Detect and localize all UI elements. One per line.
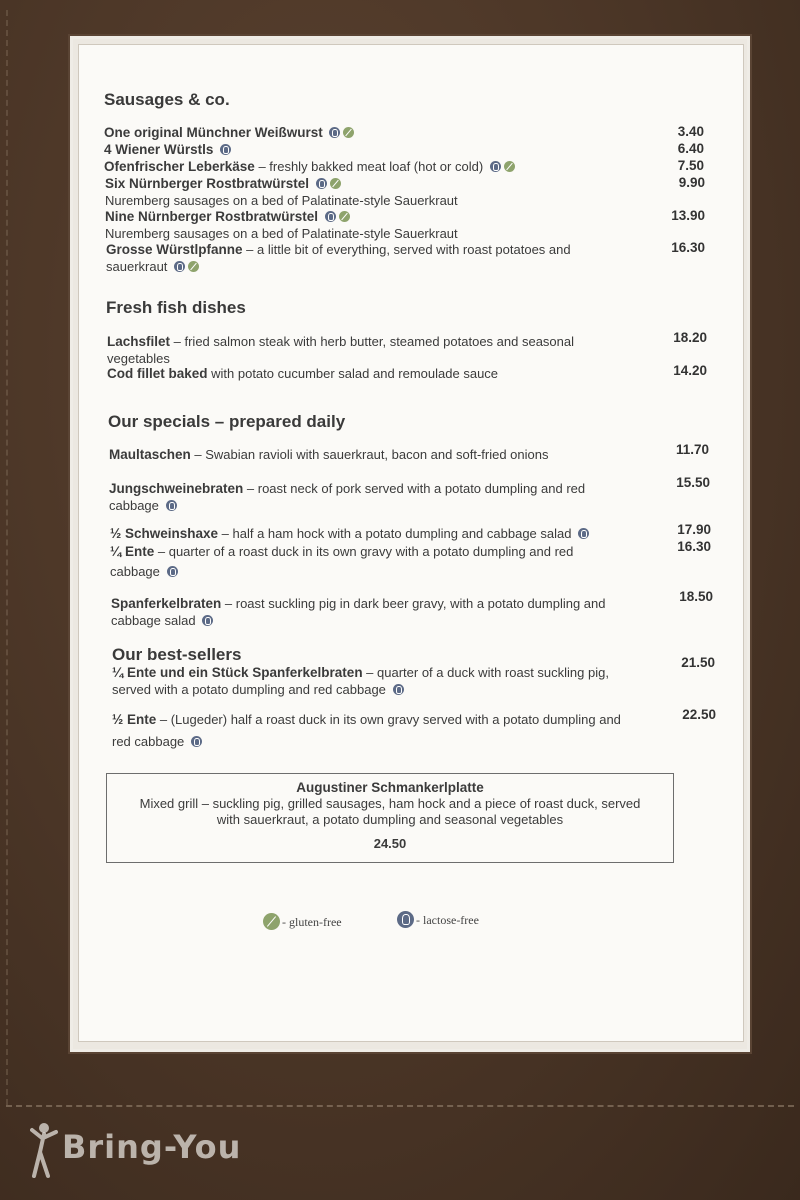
item-name: Ofenfrischer Leberkäse [104,159,255,174]
item-desc: – a little bit of everything, served with roast potatoes and [242,242,571,257]
price-maultaschen: 11.70 [675,442,709,457]
item-name: ¼ Ente [110,544,155,559]
menu-item-nine-rostbratwuerstel [105,209,350,225]
lactose-free-icon [397,911,414,928]
price-cod-fillet: 14.20 [673,363,707,378]
price-spanferkelbraten: 18.50 [679,589,713,604]
item-desc: – (Lugeder) half a roast duck in its own gravy served with a potato dumpling and [156,712,621,727]
item-name: Jungschweinebraten [109,481,244,496]
legend-lactose-free-label: - lactose-free [416,913,479,927]
menu-item-lachsfilet [107,334,574,350]
item-name: ½ Ente [112,712,157,727]
legend-lactose-free [397,911,479,928]
item-desc-wuerstlpfanne-cont [106,259,199,275]
item-desc: served with a potato dumpling and red cabbage [112,682,386,697]
item-desc-six-rostbratwuerstel: Nuremberg sausages on a bed of Palatinate-style Sauerkraut [105,193,458,208]
item-desc: – quarter of a duck with roast suckling pig, [362,665,609,680]
item-desc: sauerkraut [106,259,168,274]
item-desc-spanferkelbraten-cont [111,613,213,629]
price-half-ente: 22.50 [682,707,716,722]
item-desc: – Swabian ravioli with sauerkraut, bacon and soft-fried onions [190,447,549,462]
legend-gluten-free [263,913,342,930]
item-name: ½ Schweinshaxe [110,526,219,541]
gluten-free-icon [263,913,280,930]
item-name: One original Münchner Weißwurst [104,125,323,140]
watermark-text: Bring-You [62,1128,242,1166]
menu-item-wuerstlpfanne [106,242,571,258]
menu-item-cod-fillet [107,366,498,382]
lactose-free-icon [578,528,589,539]
item-name: Maultaschen [109,447,191,462]
item-desc: – half a ham hock with a potato dumpling and cabbage salad [218,526,572,541]
item-name: Cod fillet baked [107,366,208,381]
price-six-rostbratwuerstel: 9.90 [678,175,705,190]
item-desc-nine-rostbratwuerstel: Nuremberg sausages on a bed of Palatinate-style Sauerkraut [105,226,458,241]
gluten-free-icon [504,161,515,172]
item-name: Nine Nürnberger Rostbratwürstel [105,209,319,224]
item-desc-jungschweinebraten-cont [109,498,177,514]
menu-item-half-ente [112,712,621,728]
menu-item-quarter-ente [110,544,573,560]
price-nine-rostbratwuerstel: 13.90 [671,208,705,223]
menu-item-wiener [104,142,231,158]
menu-page [78,44,744,1042]
section-title-fish: Fresh fish dishes [106,298,246,317]
lactose-free-icon [329,127,340,138]
section-title-best-sellers: Our best-sellers [112,645,242,664]
platter-title: Augustiner Schmankerlplatte [296,780,484,795]
lactose-free-icon [191,736,202,747]
item-desc: red cabbage [112,734,185,749]
lactose-free-icon [167,566,178,577]
cover-stitching-bottom [6,1105,794,1107]
menu-item-six-rostbratwuerstel [105,176,341,192]
platter-price: 24.50 [373,836,407,851]
menu-item-spanferkelbraten [111,596,606,612]
item-name: Six Nürnberger Rostbratwürstel [105,176,310,191]
gluten-free-icon [188,261,199,272]
menu-item-leberkaese [104,159,515,175]
gluten-free-icon [339,211,350,222]
item-desc-quarter-ente-cont [110,564,178,580]
menu-item-maultaschen [109,447,548,463]
section-title-sausages: Sausages & co. [104,90,230,109]
item-desc: – quarter of a roast duck in its own gravy with a potato dumpling and red [154,544,574,559]
item-desc: – freshly bakked meat loaf (hot or cold) [254,159,484,174]
menu-item-jungschweinebraten [109,481,585,497]
gluten-free-icon [343,127,354,138]
item-desc: cabbage [109,498,159,513]
item-name: 4 Wiener Würstls [104,142,214,157]
lactose-free-icon [202,615,213,626]
price-wuerstlpfanne: 16.30 [671,240,705,255]
price-quarter-ente: 16.30 [677,539,711,554]
item-desc: – roast suckling pig in dark beer gravy, with a potato dumpling and [221,596,606,611]
lactose-free-icon [393,684,404,695]
item-desc: with potato cucumber salad and remoulade sauce [207,366,499,381]
item-desc: – roast neck of pork served with a potato dumpling and red [243,481,586,496]
lactose-free-icon [490,161,501,172]
item-desc: cabbage [110,564,160,579]
cover-stitching-left [6,10,8,1105]
legend-gluten-free-label: - gluten-free [282,915,342,929]
lactose-free-icon [220,144,231,155]
price-weisswurst: 3.40 [677,124,704,139]
menu-item-ente-spanferkel [112,665,609,681]
platter-desc-line1: Mixed grill – suckling pig, grilled sausages, ham hock and a piece of roast duck, served [139,796,641,811]
menu-item-schweinshaxe [110,526,589,542]
item-name: Lachsfilet [107,334,171,349]
lactose-free-icon [325,211,336,222]
price-schweinshaxe: 17.90 [677,522,711,537]
lactose-free-icon [316,178,327,189]
platter-desc-line2: with sauerkraut, a potato dumpling and seasonal vegetables [216,812,564,827]
menu-item-weisswurst [104,125,354,141]
price-leberkaese: 7.50 [677,158,704,173]
item-desc-ente-spanferkel-cont [112,682,404,698]
item-name: ¼ Ente und ein Stück Spanferkelbraten [112,665,363,680]
item-desc: – fried salmon steak with herb butter, steamed potatoes and seasonal [170,334,574,349]
section-title-specials: Our specials – prepared daily [108,412,346,431]
gluten-free-icon [330,178,341,189]
price-wiener: 6.40 [677,141,704,156]
platter-box [106,773,674,863]
item-name: Spanferkelbraten [111,596,222,611]
item-desc-half-ente-cont [112,734,202,750]
lactose-free-icon [166,500,177,511]
price-jungschweinebraten: 15.50 [676,475,710,490]
item-desc: cabbage salad [111,613,196,628]
price-ente-spanferkel: 21.50 [681,655,715,670]
item-name: Grosse Würstlpfanne [106,242,243,257]
watermark-figure-icon [30,1120,60,1180]
price-lachsfilet: 18.20 [673,330,707,345]
lactose-free-icon [174,261,185,272]
item-desc-lachsfilet-cont: vegetables [107,351,170,366]
